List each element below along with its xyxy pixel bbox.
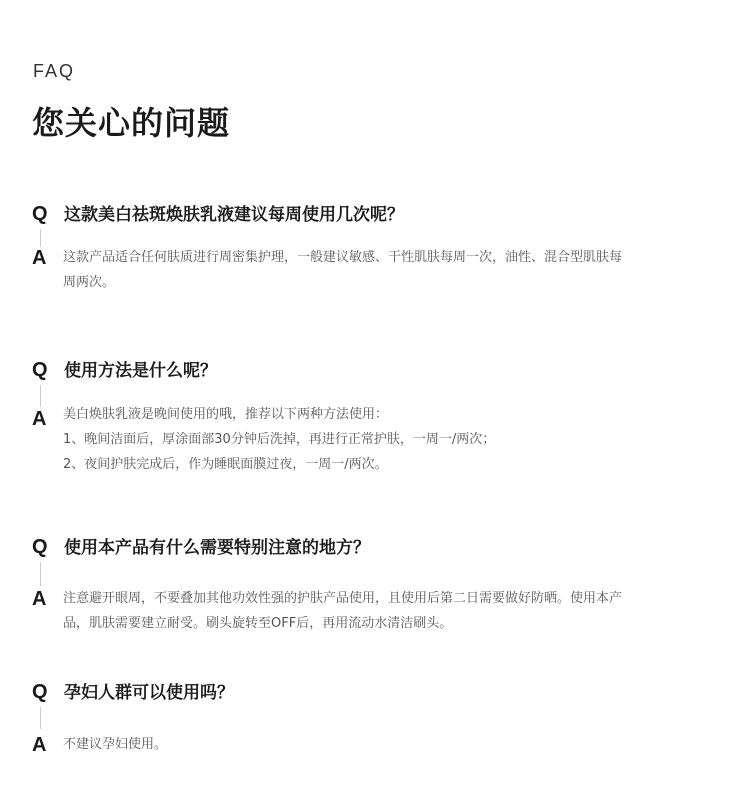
qa-divider [40, 385, 41, 407]
question-text: 孕妇人群可以使用吗？ [64, 683, 234, 703]
answer-text [63, 586, 678, 636]
answer-line: 注意避开眼周，不要叠加其他功效性强的护肤产品使用，且使用后第二日需要做好防晒。使用本产 [63, 591, 623, 606]
question-marker: Q [32, 681, 48, 703]
page-title: 您关心的问题 [32, 104, 231, 142]
question-marker: Q [32, 536, 48, 558]
answer-line: 周两次。 [63, 275, 116, 290]
answer-marker: A [32, 247, 47, 269]
answer-text [63, 245, 678, 295]
answer-marker: A [32, 588, 47, 610]
question-text: 使用方法是什么呢？ [64, 361, 217, 381]
answer-marker: A [32, 408, 47, 430]
qa-divider [40, 707, 41, 729]
question-marker: Q [32, 359, 48, 381]
answer-text [63, 402, 678, 477]
answer-line: 品，肌肤需要建立耐受。刷头旋转至OFF后，再用流动水清洁刷头。 [63, 616, 453, 631]
answer-marker: A [32, 734, 47, 756]
answer-line: 不建议孕妇使用。 [63, 737, 168, 752]
answer-text [63, 732, 678, 757]
answer-line: 1、晚间洁面后，厚涂面部30分钟后洗掉，再进行正常护肤，一周一/两次； [63, 432, 496, 447]
answer-line: 2、夜间护肤完成后，作为睡眠面膜过夜，一周一/两次。 [63, 457, 388, 472]
question-marker: Q [32, 203, 48, 225]
question-text: 这款美白祛斑焕肤乳液建议每周使用几次呢？ [64, 205, 404, 225]
qa-divider [40, 229, 41, 247]
question-text: 使用本产品有什么需要特别注意的地方？ [64, 538, 370, 558]
qa-divider [40, 562, 41, 586]
answer-line: 美白焕肤乳液是晚间使用的哦，推荐以下两种方法使用： [63, 407, 389, 422]
faq-eyebrow: FAQ [33, 61, 76, 81]
answer-line: 这款产品适合任何肤质进行周密集护理，一般建议敏感、干性肌肤每周一次，油性、混合型肌肤每 [63, 250, 623, 265]
